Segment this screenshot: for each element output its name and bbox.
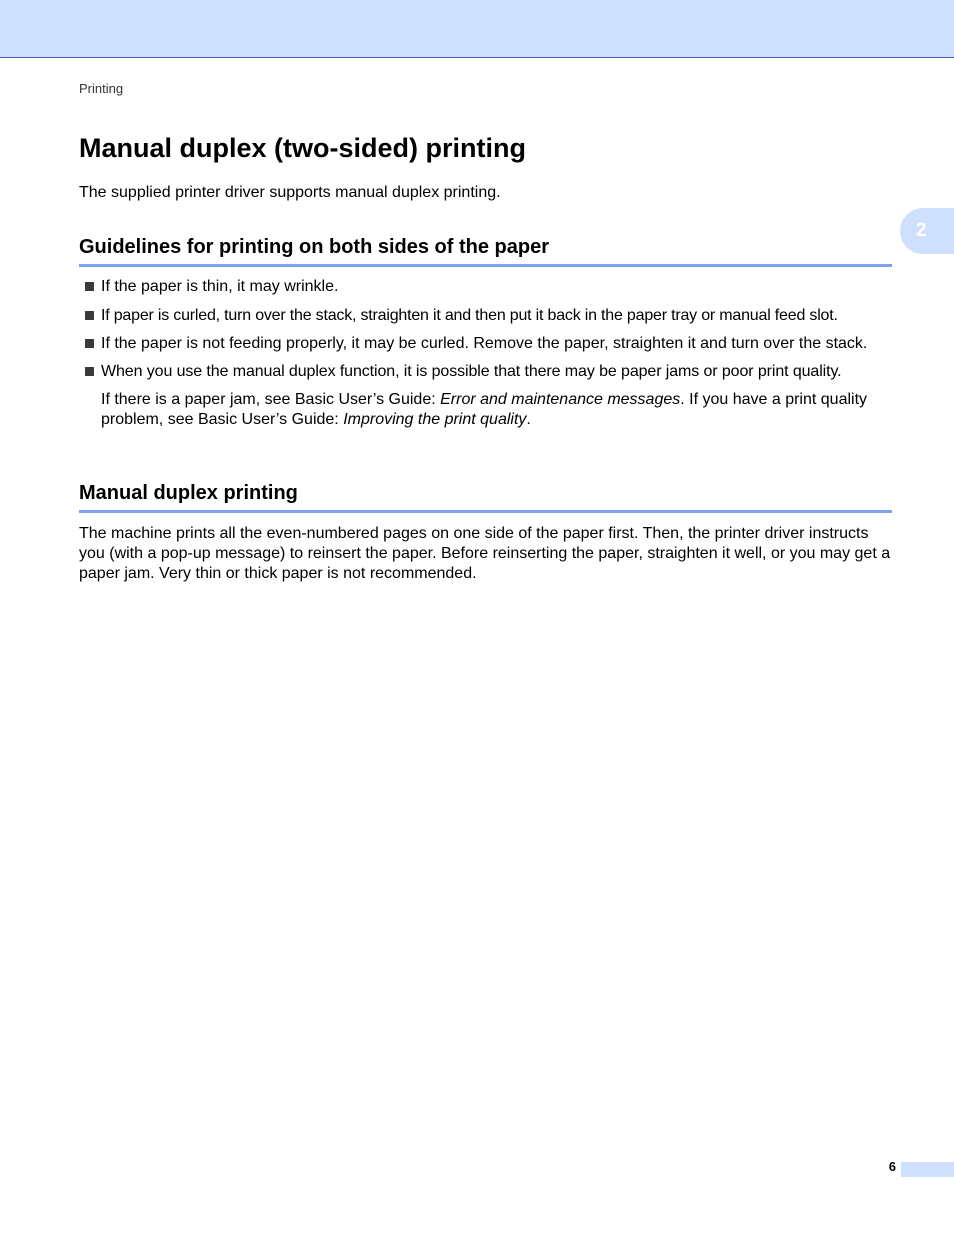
bullet-square-icon [85,339,94,348]
page-number: 6 [888,1159,896,1174]
bullet-square-icon [85,282,94,291]
list-item-text: If paper is curled, turn over the stack, straighten it and then put it back in the paper tray or manual feed slot. [101,307,838,324]
list-item [79,334,899,354]
guidelines-note [79,390,899,430]
guidelines-list [79,277,899,430]
list-item-text: If the paper is thin, it may wrinkle. [101,278,339,295]
list-item [79,362,899,382]
list-item-text: When you use the manual duplex function, it is possible that there may be paper jams or poor print quality. [101,363,842,380]
list-item-text: If the paper is not feeding properly, it may be curled. Remove the paper, straighten it and turn over the stack. [101,335,868,352]
section-heading-manual-duplex: Manual duplex printing [79,482,892,513]
bullet-square-icon [85,367,94,376]
list-item [79,277,899,297]
footer-band [901,1162,954,1177]
page-title: Manual duplex (two-sided) printing [79,133,526,163]
list-item [79,306,899,326]
breadcrumb: Printing [79,81,124,96]
header-band [0,0,954,58]
chapter-number: 2 [916,220,927,241]
bullet-square-icon [85,311,94,320]
note-text: . If you have a print quality problem, see Basic User’s Guide: [101,391,868,428]
chapter-tab[interactable] [900,208,954,254]
reference-error-messages: Error and maintenance messages [440,391,681,408]
intro-text: The supplied printer driver supports manual duplex printing. [79,184,501,201]
note-text: If there is a paper jam, see Basic User’s Guide: [101,391,441,408]
note-text: . [526,411,531,428]
section-heading-guidelines: Guidelines for printing on both sides of the paper [79,236,892,267]
reference-print-quality: Improving the print quality [343,411,527,428]
manual-duplex-paragraph: The machine prints all the even-numbered pages on one side of the paper first. Then, the printer driver instructs you (with a pop-up message) to reinsert the paper. Before reinserting the paper, straighten it well, or you may get a paper jam. Very thin or thick paper is not recommended. [79,525,891,582]
